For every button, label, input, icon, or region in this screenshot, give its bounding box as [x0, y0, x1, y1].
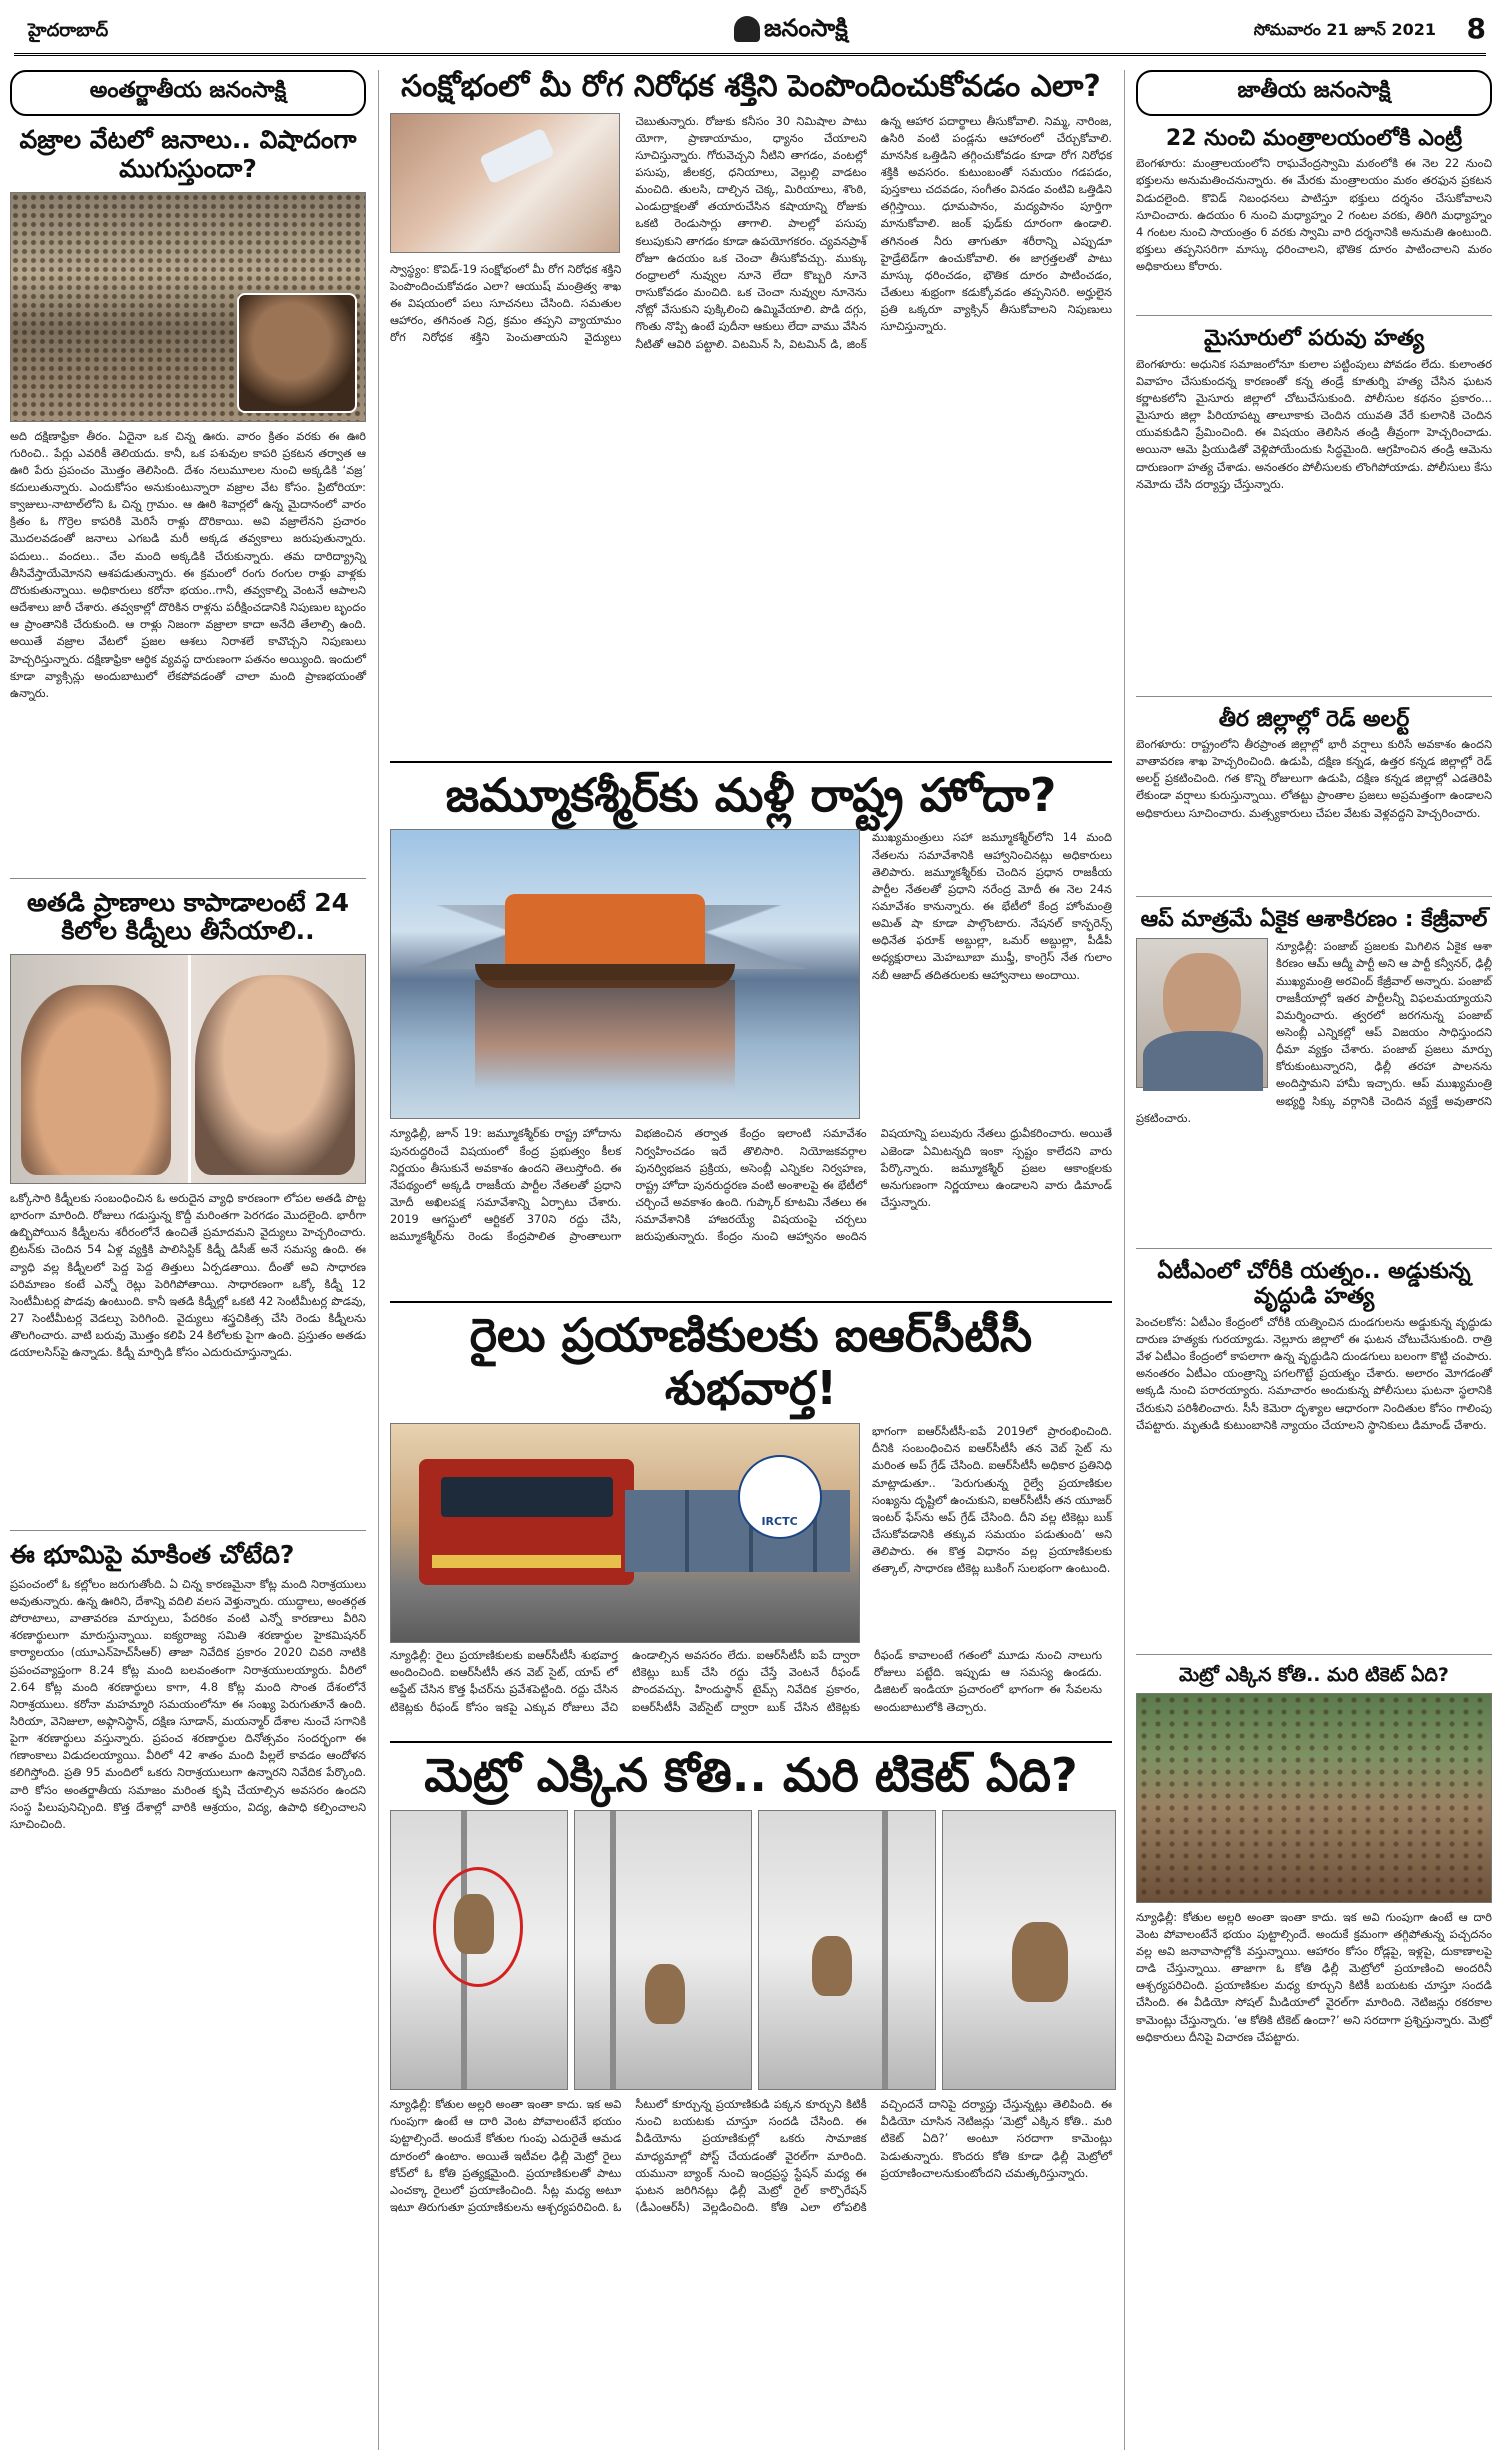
paper-name: జనంసాక్షి [764, 14, 848, 42]
diamond-hunt-photo [10, 192, 366, 422]
mysore-honour-killing-headline: మైసూరులో పరువు హత్య [1203, 326, 1425, 352]
mantralayam-headline: 22 నుంచి మంత్రాలయంలోకి ఎంట్రీ [1165, 126, 1463, 151]
international-section-banner: అంతర్జాతీయ జనంసాక్షి [10, 70, 366, 116]
divider [1136, 1248, 1492, 1249]
diamond-inset-photo [237, 293, 357, 413]
monkey-metro-body: న్యూఢిల్లీ: కోతుల అల్లరి అంతా ఇంతా కాదు. ఇక అవి గుంపుగా ఉంటే ఆ దారి వెంట పోవాలంటేనే భయం పుట్టాల్సిందే. అందుకే కోతుల గుంపు ఎదురైతే ఆమడ దూరంలో ఉంటాం. అయితే ఇటీవల ఢిల్లీ మెట్రో రైలు కోచ్‌లో ఓ కోతి ప్రత్యక్షమైంది. ప్రయాణికులతో పాటు ఎంచక్కా రైలులో ప్రయాణించింది. సీట్ల మధ్య అటూ ఇటూ తిరుగుతూ ప్రయాణికులను ఆశ్చర్యపరిచింది. ఓ సీటులో కూర్చున్న ప్రయాణికుడి పక్కన కూర్చుని కిటికీ నుంచి బయటకు చూస్తూ సందడి చేసింది. ఈ వీడియోను ప్రయాణికుల్లో ఒకరు సామాజిక మాధ్యమాల్లో పోస్ట్ చేయడంతో వైరల్‌గా మారింది. యమునా బ్యాంక్ నుంచి ఇంద్రప్రస్థ స్టేషన్ మధ్య ఈ ఘటన జరిగినట్లు ఢిల్లీ మెట్రో రైల్ కార్పొరేషన్ (డీఎంఆర్‌సీ) వెల్లడించింది. కోతి ఎలా లోపలికి వచ్చిందనే దానిపై దర్యాప్తు చేస్తున్నట్లు తెలిపింది. ఈ వీడియో చూసిన నెటిజన్లు ‘మెట్రో ఎక్కిన కోతి.. మరి టికెట్ ఏది?’ అంటూ సరదాగా కామెంట్లు పెడుతున్నారు. కొందరు కోతి కూడా ఢిల్లీ మెట్రోలో ప్రయాణించాలనుకుంటోందని చమత్కరిస్తున్నారు. [390, 2098, 1112, 2214]
divider [10, 1530, 366, 1531]
kejriwal-story [1136, 938, 1492, 1238]
divider [1136, 315, 1492, 316]
diamond-hunt-headline: వజ్రాల వేటలో జనాలు.. విషాదంగా ముగుస్తుందా? [19, 125, 357, 183]
jk-story [390, 761, 1112, 1294]
metro-photo-3 [758, 1810, 936, 2090]
mysore-body: బెంగళూరు: అధునిక సమాజంలోనూ కులాల పట్టింపులు పోవడం లేదు. కులాంతర వివాహం చేసుకుందన్న కారణంతో కన్న తండ్రే కూతుర్ని హత్య చేసిన ఘటన కర్ణాటకలోని మైసూరు జిల్లాలో చోటుచేసుకుంది. పోలీసుల కథనం ప్రకారం... మైసూరు జిల్లా పిరియాపట్న తాలూకాకు చెందిన యువతి వేరే కులానికి చెందిన యువకుడిని ప్రేమించింది. ఈ విషయం తెలిసిన తండ్రి తీవ్రంగా హెచ్చరించాడు. అయినా ఆమె ప్రియుడితో వెళ్లిపోయేందుకు సిద్ధమైంది. ఆగ్రహించిన తండ్రి ఆమెను దారుణంగా హత్య చేశాడు. అనంతరం పోలీసులకు లొంగిపోయాడు. పోలీసులు కేసు నమోదు చేసి దర్యాప్తు చేస్తున్నారు. [1136, 357, 1492, 491]
atm-body: పెంచలకోన: ఏటీఎం కేంద్రంలో చోరీకి యత్నించిన దుండగులను అడ్డుకున్న వృద్ధుడు దారుణ హత్యకు గురయ్యాడు. నెల్లూరు జిల్లాలో ఈ ఘటన చోటుచేసుకుంది. రాత్రి వేళ ఏటీఎం కేంద్రంలో కాపలాగా ఉన్న వృద్ధుడిని దుండగులు బలంగా కొట్టి చంపారు. అనంతరం ఏటీఎం యంత్రాన్ని పగలగొట్టే ప్రయత్నం చేశారు. అలారం మోగడంతో అక్కడి నుంచి పరారయ్యారు. సమాచారం అందుకున్న పోలీసులు ఘటనా స్థలానికి చేరుకుని పరిశీలించారు. సీసీ కెమెరా దృశ్యాల ఆధారంగా నిందితుల కోసం గాలింపు చేపట్టారు. మృతుడి కుటుంబానికి న్యాయం చేయాలని స్థానికులు డిమాండ్ చేశారు. [1136, 1315, 1492, 1432]
patient-photo-left [21, 985, 171, 1175]
international-column [10, 70, 366, 2450]
irctc-headline: రైలు ప్రయాణికులకు ఐఆర్‌సీటీసీ శుభవార్త! [469, 1308, 1033, 1416]
patient-photo-right [195, 975, 355, 1175]
paper-logo-icon [734, 16, 760, 42]
monkey-brief-body: న్యూఢిల్లీ: కోతుల అల్లరి అంతా ఇంతా కాదు. ఇక అవి గుంపుగా ఉంటే ఆ దారి వెంట పోవాలంటేనే భయం పుట్టాల్సిందే. అందుకే క్రమంగా తగ్గిపోతున్న పచ్చదనం వల్ల అవి జనావాసాల్లోకి వస్తున్నాయి. ఆహారం కోసం రోడ్లపై, ఇళ్లపై, దుకాణాలపై దాడి చేస్తున్నాయి. తాజాగా ఓ కోతి ఢిల్లీ మెట్రోలో ప్రయాణించి అందరినీ ఆశ్చర్యపరిచింది. ప్రయాణికుల మధ్య కూర్చుని కిటికీ బయటకు చూస్తూ సందడి చేసింది. ఈ వీడియో సోషల్ మీడియాలో వైరల్‌గా మారింది. నెటిజన్లు రకరకాల కామెంట్లు చేస్తున్నారు. ‘ఆ కోతికి టికెట్ ఉందా?’ అని సరదాగా ప్రశ్నిస్తున్నారు. మెట్రో అధికారులు దీనిపై విచారణ చేపట్టారు. [1136, 1910, 1492, 2044]
jk-body: న్యూఢిల్లీ, జూన్ 19: జమ్మూకశ్మీర్‌కు రాష్ట్ర హోదాను పునరుద్ధరించే విషయంలో కేంద్ర ప్రభుత్వం కీలక నిర్ణయం తీసుకునే అవకాశం ఉందని తెలుస్తోంది. ఈ నేపథ్యంలో అక్కడి రాజకీయ పార్టీల నేతలతో ప్రధాని మోదీ అఖిలపక్ష సమావేశాన్ని ఏర్పాటు చేశారు. 2019 ఆగస్టులో ఆర్టికల్ 370ని రద్దు చేసి, జమ్మూకశ్మీర్‌ను రెండు కేంద్రపాలిత ప్రాంతాలుగా విభజించిన తర్వాత కేంద్రం ఇలాంటి సమావేశం నిర్వహించడం ఇదే తొలిసారి. నియోజకవర్గాల పునర్విభజన ప్రక్రియ, అసెంబ్లీ ఎన్నికల నిర్వహణ, రాష్ట్ర హోదా పునరుద్ధరణ వంటి అంశాలపై ఈ భేటీలో చర్చించే అవకాశం ఉంది. గుప్కార్ కూటమి నేతలు ఈ సమావేశానికి హాజరయ్యే విషయంపై చర్చలు జరుపుతున్నారు. కేంద్రం నుంచి ఆహ్వానం అందిన విషయాన్ని పలువురు నేతలు ధ్రువీకరించారు. అయితే ఎజెండా ఏమిటన్నది ఇంకా స్పష్టం కాలేదని వారు పేర్కొన్నారు. జమ్మూకశ్మీర్ ప్రజల ఆకాంక్షలకు అనుగుణంగా నిర్ణయాలు ఉండాలని వారు డిమాండ్ చేస్తున్నారు. [390, 1127, 1112, 1244]
kidney-headline: అతడి ప్రాణాలు కాపాడాలంటే 24 కిలోల కిడ్నీలు తీసేయాలి.. [26, 887, 349, 946]
irctc-body: న్యూఢిల్లీ: రైలు ప్రయాణికులకు ఐఆర్‌సీటీసీ శుభవార్త అందించింది. ఐఆర్‌సీటీసీ తన వెబ్ సైట్, యాప్ లో అప్డేట్ చేసిన కొత్త ఫీచర్‌ను ప్రవేశపెట్టింది. రద్దు చేసిన టికెట్లకు రీఫండ్ కోసం ఇకపై ఎక్కువ రోజులు వేచి ఉండాల్సిన అవసరం లేదు. ఐఆర్‌సీటీసీ ఐపే ద్వారా టికెట్లు బుక్ చేసి రద్దు చేస్తే వెంటనే రీఫండ్ పొందవచ్చు. హిందుస్థాన్ టైమ్స్ నివేదిక ప్రకారం, ఐఆర్‌సీటీసీ వెబ్‌సైట్ ద్వారా బుక్ చేసిన టికెట్లకు రీఫండ్ కావాలంటే గతంలో మూడు నుంచి నాలుగు రోజులు పట్టేది. ఇప్పుడు ఆ సమస్య ఉండదు. డిజిటల్ ఇండియా ప్రచారంలో భాగంగా ఈ సేవలను అందుబాటులోకి తెచ్చారు. [390, 1649, 1102, 1714]
main-stories-column [390, 70, 1112, 2450]
monkey-brief-headline: మెట్రో ఎక్కిన కోతి.. మరి టికెట్ ఏది? [1179, 1663, 1449, 1686]
issue-date: సోమవారం 21 జూన్ 2021 [1253, 20, 1436, 39]
jk-headline: జమ్మూకశ్మీర్‌కు మళ్లీ రాష్ట్ర హోదా? [445, 767, 1057, 822]
refugee-headline: ఈ భూమిపై మాకింత చోటేది? [10, 1540, 295, 1569]
red-alert-headline: తీర జిల్లాల్లో రెడ్ అలర్ట్ [1218, 706, 1410, 732]
immunity-headline: సంక్షోభంలో మీ రోగ నిరోధక శక్తిని పెంపొందించుకోవడం ఎలా? [401, 69, 1101, 104]
immunity-body [390, 113, 1112, 753]
kejriwal-headline: ఆప్ మాత్రమే ఏకైక ఆశాకిరణం : కేజ్రీవాల్ [1140, 906, 1488, 932]
diamond-hunt-body: అది దక్షిణాఫ్రికా తీరం. ఏదైనా ఒక చిన్న ఊరు. వారం క్రితం వరకు ఈ ఊరి గురించి.. పేర్లు ఎవరికీ తెలియదు. కానీ, ఒక పశువుల కాపరి ప్రకటన తర్వాత ఆ ఊరి పేరు ప్రపంచం మొత్తం తెలిసింది. దేశం నలుమూలల నుంచి అక్కడికి ‘వజ్ర’ కదులుతున్నారు. ఎందుకోసం అనుకుంటున్నారా వజ్రాల వేట కోసం. ప్రిటోరియా: క్వాజులు-నాటాల్‌లోని ఓ చిన్న గ్రామం. ఆ ఊరి శివార్లలో ఉన్న మైదానంలో వారం క్రితం ఓ గొర్రెల కాపరికి మెరిసే రాళ్లు దొరికాయి. అవి వజ్రాలేనని ప్రచారం మొదలవడంతో జనాలు ఎగబడి మరీ అక్కడ తవ్వకాలు జరుపుతున్నారు. పదులు.. వందలు.. వేల మంది అక్కడికి చేరుకున్నారు. తమ దారిద్య్రాన్ని తీసివేస్తాయేమోనని ఆశపడుతున్నారు. ఈ క్రమంలో రంగు రంగుల రాళ్లు వాళ్లకు దొరుకుతున్నాయి. అధికారులు కరోనా భయం..గానీ, తవ్వకాల్ని వెంటనే ఆపాలని ఆదేశాలు జారీ చేశారు. తవ్వకాల్లో దొరికిన రాళ్లను పరీక్షించడానికి నిపుణుల బృందం ఆ ప్రాంతానికి చేరుకుంది. ఆ రాళ్లు నిజంగా వజ్రాలా కాదా అనేది తేలాల్సి ఉంది. అయితే వజ్రాల వేటలో ప్రజల ఆశలు నిరాశలే కావొచ్చని నిపుణులు హెచ్చరిస్తున్నారు. దక్షిణాఫ్రికా ఆర్థిక వ్యవస్థ దారుణంగా పతనం అయ్యింది. ఇందులో కూడా వ్యాక్సిన్లు అందుబాటులో లేకపోవడంతో చాలా మంది ప్రాణభయంతో ఉన్నారు. [10, 429, 366, 700]
metro-photo-2 [574, 1810, 752, 2090]
kidney-body: ఒక్కోసారి కిడ్నీలకు సంబంధించిన ఓ అరుదైన వ్యాధి కారణంగా లోపల అతడి పొట్ట భారంగా మారింది. రోజులు గడుస్తున్న కొద్దీ మరింతగా పెరగడం మొదలైంది. భారీగా ఉబ్బిపోయిన కిడ్నీలను శరీరంలోనే ఉంచితే ప్రమాదమని వైద్యులు హెచ్చరించారు. బ్రిటన్‌కు చెందిన 54 ఏళ్ల వ్యక్తికి పాలిసిస్టిక్ కిడ్నీ డిసీజ్ అనే సమస్య ఉంది. ఈ వ్యాధి వల్ల కిడ్నీలలో పెద్ద పెద్ద తిత్తులు ఏర్పడతాయి. దీంతో అవి సాధారణ పరిమాణం కంటే ఎన్నో రెట్లు పెరిగిపోతాయి. సాధారణంగా ఒక్కో కిడ్నీ 12 సెంటీమీటర్ల పొడవు ఉంటుంది. కానీ ఇతడి కిడ్నీల్లో ఒకటి 42 సెంటీమీటర్ల పొడవు, 27 సెంటీమీటర్ల వెడల్పు పెరిగింది. వైద్యులు శస్త్రచికిత్స చేసి రెండు కిడ్నీలను తొలగించారు. వాటి బరువు మొత్తం కలిపి 24 కిలోలకు పైగా ఉంది. ప్రస్తుతం అతడు డయాలసిస్‌పై ఉన్నాడు. కిడ్నీ మార్పిడి కోసం ఎదురుచూస్తున్నాడు. [10, 1192, 366, 1360]
irctc-story [390, 1301, 1112, 1731]
irctc-logo: IRCTC [738, 1455, 822, 1539]
kejriwal-body [1136, 938, 1492, 1238]
photo-split [188, 955, 191, 1183]
mantralayam-body: బెంగళూరు: మంత్రాలయంలోని రాఘవేంద్రస్వామి మఠంలోకి ఈ నెల 22 నుంచి భక్తులను అనుమతించనున్నారు. ఈ మేరకు మంత్రాలయం మఠం తరఫున ప్రకటన విడుదలైంది. కొవిడ్ నిబంధనలు పాటిస్తూ భక్తులు దర్శనం చేసుకోవాలని సూచించారు. ఉదయం 6 నుంచి మధ్యాహ్నం 2 గంటల వరకు, తిరిగి మధ్యాహ్నం 4 గంటల నుంచి సాయంత్రం 6 వరకు స్వామి వారి దర్శనానికి అనుమతి ఉంటుంది. భక్తులు తప్పనిసరిగా మాస్కు ధరించాలని, భౌతిక దూరం పాటించాలని మఠం అధికారులు కోరారు. [1136, 157, 1492, 274]
column-divider [1124, 70, 1125, 2450]
monkey-metro-headline: మెట్రో ఎక్కిన కోతి.. మరి టికెట్ ఏది? [424, 1748, 1078, 1803]
national-column [1136, 70, 1492, 2450]
divider [1136, 1654, 1492, 1655]
city-name: హైదరాబాద్ [28, 20, 109, 41]
irctc-side-text: భాగంగా ఐఆర్‌సీటీసీ-ఐపే 2019లో ప్రారంభించింది. దీనికి సంబంధించిన ఐఆర్‌సీటీసీ తన వెబ్ సైట్ ను మరింత అప్ గ్రేడ్ చేసింది. ఐఆర్‌సీటీసీ అధికార ప్రతినిధి మాట్లాడుతూ.. ‘పెరుగుతున్న రైల్వే ప్రయాణికుల సంఖ్యను దృష్టిలో ఉంచుకుని, ఐఆర్‌సీటీసీ తన యూజర్ ఇంటర్ ఫేస్‌ను అప్ గ్రేడ్ చేసింది. దీని వల్ల టికెట్లు బుక్ చేసుకోవడానికి తక్కువ సమయం పడుతుంది’ అని తెలిపారు. ఈ కొత్త విధానం వల్ల ప్రయాణికులకు తత్కాల్, సాధారణ టికెట్ల బుకింగ్ సులభంగా ఉంటుంది. [872, 1425, 1112, 1576]
monkey-metro-story [390, 1741, 1112, 2316]
kejriwal-body-text: న్యూఢిల్లీ: పంజాబ్ ప్రజలకు మిగిలిన ఏకైక ఆశా కిరణం ఆమ్ ఆద్మీ పార్టీ అని ఆ పార్టీ కన్వీనర్, ఢిల్లీ ముఖ్యమంత్రి అరవింద్ కేజ్రీవాల్ అన్నారు. పంజాబ్ రాజకీయాల్లో ఇతర పార్టీలన్నీ విఫలమయ్యాయని విమర్శించారు. త్వరలో జరగనున్న పంజాబ్ అసెంబ్లీ ఎన్నికల్లో ఆప్ విజయం సాధిస్తుందని ధీమా వ్యక్తం చేశారు. పంజాబ్ ప్రజలు మార్పు కోరుకుంటున్నారని, ఢిల్లీ తరహా పాలనను అందిస్తామని హామీ ఇచ్చారు. ఆప్ ముఖ్యమంత్రి అభ్యర్థి సిక్కు వర్గానికి చెందిన వ్యక్తే అవుతారని ప్రకటించారు. [1136, 940, 1492, 1125]
page-number: 8 [1466, 12, 1486, 45]
locomotive [419, 1459, 634, 1585]
kashmir-lake-photo [390, 829, 860, 1119]
divider [10, 878, 366, 879]
divider [1136, 896, 1492, 897]
metro-photo-4 [942, 1810, 1116, 2090]
jk-side-text: ముఖ్యమంత్రులు సహా జమ్మూకశ్మీర్‌లోని 14 మంది నేతలను సమావేశానికి ఆహ్వానించినట్లు అధికారులు తెలిపారు. జమ్మూకశ్మీర్‌కు చెందిన ప్రధాన రాజకీయ పార్టీల నేతలతో ప్రధాని నరేంద్ర మోదీ ఈ నెల 24న సమావేశం కానున్నారు. ఈ భేటీలో కేంద్ర హోంమంత్రి అమిత్ షా కూడా పాల్గొంటారు. నేషనల్ కాన్ఫరెన్స్ అధినేత ఫరూక్ అబ్దుల్లా, ఒమర్ అబ్దుల్లా, పీడీపీ అధ్యక్షురాలు మెహబూబా ముఫ్తీ, కాంగ్రెస్ నేత గులాం నబీ ఆజాద్ తదితరులకు ఆహ్వానాలు అందాయి. [872, 831, 1112, 982]
metro-photo-1 [390, 1810, 568, 2090]
refugee-body: ప్రపంచంలో ఓ కల్లోలం జరుగుతోంది. ఏ చిన్న కారణమైనా కోట్ల మంది నిరాశ్రయులు అవుతున్నారు. ఉన్న ఊరిని, దేశాన్ని వదిలి వలస వెళ్తున్నారు. యుద్ధాలు, అంతర్గత పోరాటాలు, వాతావరణ మార్పులు, పేదరికం వంటి ఎన్నో కారణాలు వీరిని శరణార్థులుగా మారుస్తున్నాయి. ఐక్యరాజ్య సమితి శరణార్థుల హైకమిషనర్ కార్యాలయం (యూఎన్‌హెచ్‌సీఆర్) తాజా నివేదిక ప్రకారం 2020 చివరి నాటికి ప్రపంచవ్యాప్తంగా 8.24 కోట్ల మంది బలవంతంగా నిరాశ్రయులయ్యారు. వీరిలో 2.64 కోట్ల మంది శరణార్థులు కాగా, 4.8 కోట్ల మంది సొంత దేశంలోనే నిరాశ్రయులు. కరోనా మహమ్మారి సమయంలోనూ ఈ సంఖ్య పెరుగుతూనే ఉంది. సిరియా, వెనిజులా, అఫ్గానిస్థాన్, దక్షిణ సూడాన్, మయన్మార్ దేశాల నుంచే సగానికి పైగా శరణార్థులు వస్తున్నారు. ప్రపంచ శరణార్థుల దినోత్సవం సందర్భంగా ఈ గణాంకాలు విడుదలయ్యాయి. వీరిలో 42 శాతం మంది పిల్లలే కావడం ఆందోళన కలిగిస్తోంది. ప్రతి 95 మందిలో ఒకరు నిరాశ్రయులుగా ఉన్నారని నివేదిక పేర్కొంది. వారి కోసం అంతర్జాతీయ సమాజం మరింత కృషి చేయాల్సిన అవసరం ఉందని సంస్థ పిలుపునిచ్చింది. కొత్త దేశాల్లో వారికి ఆశ్రయం, విద్య, ఉపాధి కల్పించాలని సూచించింది. [10, 1577, 366, 1831]
atm-headline: ఏటీఎంలో చోరీకి యత్నం.. అడ్డుకున్న వృద్ధుడి హత్య [1157, 1259, 1471, 1310]
national-section-banner: జాతీయ జనంసాక్షి [1136, 70, 1492, 116]
masthead [14, 12, 1486, 56]
photo-spacer [1136, 938, 1276, 1094]
paper-logo [734, 14, 848, 48]
photo-spacer [390, 113, 626, 261]
red-alert-body: బెంగళూరు: రాష్ట్రంలోని తీరప్రాంత జిల్లాల్లో భారీ వర్షాలు కురిసే అవకాశం ఉందని వాతావరణ శాఖ హెచ్చరించింది. ఉడుపి, దక్షిణ కన్నడ, ఉత్తర కన్నడ జిల్లాల్లో రెడ్ అలర్ట్ ప్రకటించింది. గత కొన్ని రోజులుగా ఉడుపి, దక్షిణ కన్నడ జిల్లాల్లో ఎడతెరిపి లేకుండా వర్షాలు కురుస్తున్నాయి. లోతట్టు ప్రాంతాల ప్రజలు అప్రమత్తంగా ఉండాలని అధికారులు సూచించారు. మత్స్యకారులు చేపల వేటకు వెళ్లవద్దని హెచ్చరించారు. [1136, 737, 1492, 820]
kidney-patient-photo [10, 954, 366, 1184]
boat-reflection [475, 980, 735, 1090]
train-photo [390, 1423, 860, 1643]
column-divider [378, 70, 379, 2450]
immunity-story [390, 113, 1112, 753]
immunity-body-text: స్వాస్థ్యం: కొవిడ్-19 సంక్షోభంలో మీ రోగ నిరోధక శక్తిని పెంపొందించుకోవడం ఎలా? ఆయుష్ మంత్రిత్వ శాఖ ఈ విషయంలో పలు సూచనలు చేసింది. సమతుల ఆహారం, తగినంత నిద్ర, క్రమం తప్పని వ్యాయామం రోగ నిరోధక శక్తిని పెంచుతాయని వైద్యులు చెబుతున్నారు. రోజుకు కనీసం 30 నిమిషాల పాటు యోగా, ప్రాణాయామం, ధ్యానం చేయాలని సూచిస్తున్నారు. గోరువెచ్చని నీటిని తాగడం, వంటల్లో పసుపు, జీలకర్ర, ధనియాలు, వెల్లుల్లి వాడటం మంచిది. తులసి, దాల్చిన చెక్క, మిరియాలు, శొంఠి, ఎండుద్రాక్షలతో తయారుచేసిన కషాయాన్ని రోజుకు ఒకటి రెండుసార్లు తాగాలి. పాలల్లో పసుపు కలుపుకుని తాగడం కూడా ఉపయోగకరం. చ్యవనప్రాశ్ రోజూ ఉదయం ఒక చెంచా తీసుకోవచ్చు. ముక్కు రంధ్రాలలో నువ్వుల నూనె లేదా కొబ్బరి నూనె రాసుకోవడం మంచిది. ఒక చెంచా నువ్వుల నూనెను నోట్లో వేసుకుని పుక్కిలించి ఉమ్మివేయాలి. పొడి దగ్గు, గొంతు నొప్పి ఉంటే పుదీనా ఆకులు లేదా వాము వేసిన నీటితో ఆవిరి పట్టాలి. విటమిన్ సి, విటమిన్ డి, జింక్ ఉన్న ఆహార పదార్థాలు తీసుకోవాలి. నిమ్మ, నారింజ, ఉసిరి వంటి పండ్లను ఆహారంలో చేర్చుకోవాలి. మానసిక ఒత్తిడిని తగ్గించుకోవడం కూడా రోగ నిరోధక శక్తికి అవసరం. కుటుంబంతో సమయం గడపడం, పుస్తకాలు చదవడం, సంగీతం వినడం వంటివి ఒత్తిడిని తగ్గిస్తాయి. ధూమపానం, మద్యపానం పూర్తిగా మానుకోవాలి. జంక్ ఫుడ్‌కు దూరంగా ఉండాలి. తగినంత నీరు తాగుతూ శరీరాన్ని ఎప్పుడూ హైడ్రేటెడ్‌గా ఉంచుకోవాలి. ఈ జాగ్రత్తలతో పాటు మాస్కు ధరించడం, భౌతిక దూరం పాటించడం, చేతులు శుభ్రంగా కడుక్కోవడం తప్పనిసరి. అర్హులైన ప్రతి ఒక్కరూ వ్యాక్సిన్ తీసుకోవాలని నిపుణులు సూచిస్తున్నారు. [390, 114, 1112, 351]
divider [1136, 696, 1492, 697]
landslide-photo [1136, 1693, 1492, 1903]
